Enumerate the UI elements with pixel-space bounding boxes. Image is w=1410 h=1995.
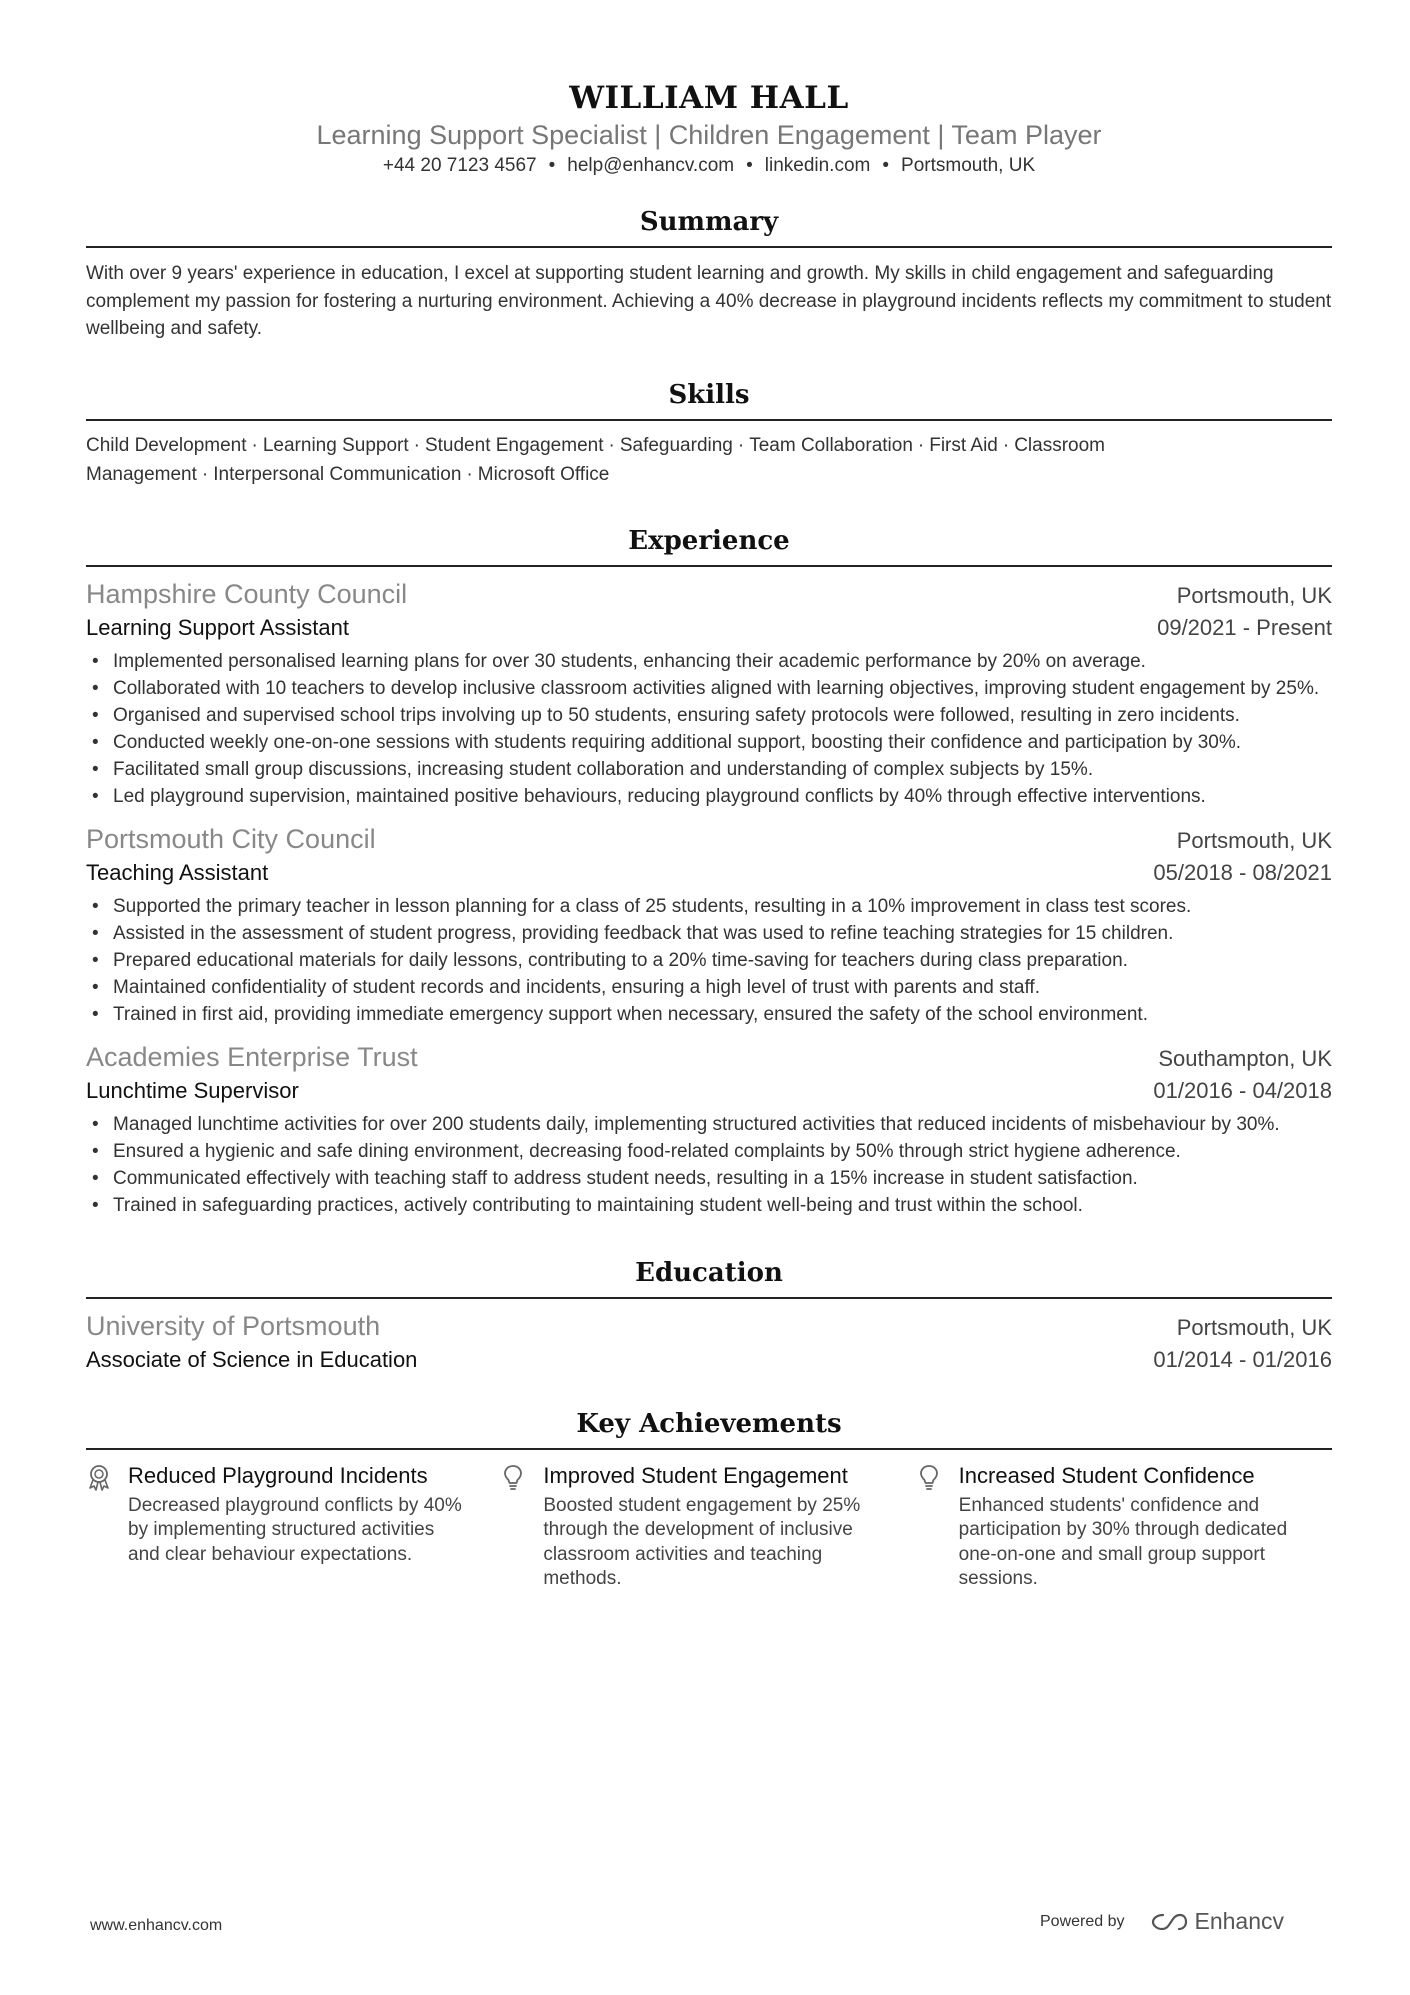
job-entry bbox=[86, 577, 1332, 810]
skill-item: Child Development bbox=[86, 434, 247, 456]
job-entry bbox=[86, 1040, 1332, 1219]
job-bullets bbox=[86, 1111, 1332, 1219]
job-bullet: • Led playground supervision, maintained positive behaviours, reducing playground conflicts by 40% through effective interventions. bbox=[86, 783, 1332, 810]
achievement-item bbox=[501, 1460, 916, 1592]
job-dates: 01/2016 - 04/2018 bbox=[1153, 1077, 1332, 1103]
job-location: Portsmouth, UK bbox=[1176, 582, 1332, 608]
skill-item: First Aid bbox=[929, 434, 998, 456]
job-bullets bbox=[86, 648, 1332, 810]
skill-separator: · bbox=[917, 434, 925, 456]
job-title: Teaching Assistant bbox=[86, 859, 269, 885]
achievement-description: Boosted student engagement by 25% through the development of inclusive classroom activities and teaching methods. bbox=[543, 1494, 861, 1589]
job-bullet: • Assisted in the assessment of student progress, providing feedback that was used to refine teaching strategies for 15 children. bbox=[86, 920, 1332, 947]
job-bullet: • Conducted weekly one-on-one sessions with students requiring additional support, boosting their confidence and participation by 30%. bbox=[86, 729, 1332, 756]
job-bullet: • Organised and supervised school trips involving up to 50 students, ensuring safety protocols were followed, resulting in zero incidents. bbox=[86, 702, 1332, 729]
school-name: University of Portsmouth bbox=[86, 1310, 381, 1341]
job-entry bbox=[86, 822, 1332, 1028]
separator-dot: • bbox=[548, 155, 556, 176]
experience-list bbox=[86, 577, 1332, 1219]
skill-item: Classroom Management bbox=[86, 434, 1105, 485]
education-heading: Education bbox=[635, 1257, 783, 1288]
job-bullet: • Supported the primary teacher in lesson planning for a class of 25 students, resulting in a 10% improvement in class test scores. bbox=[86, 893, 1332, 920]
education-entry bbox=[86, 1309, 1332, 1376]
job-bullets bbox=[86, 893, 1332, 1028]
skills-list bbox=[86, 431, 1332, 489]
skill-separator: · bbox=[1002, 434, 1010, 456]
lightbulb-icon bbox=[501, 1460, 543, 1592]
achievement-item bbox=[917, 1460, 1332, 1592]
job-bullet: • Facilitated small group discussions, increasing student collaboration and understanding of complex subjects by 15%. bbox=[86, 756, 1332, 783]
job-bullet: • Trained in safeguarding practices, actively contributing to maintaining student well-being and trust within the school. bbox=[86, 1192, 1332, 1219]
job-location: Portsmouth, UK bbox=[1176, 827, 1332, 853]
email-link[interactable]: help@enhancv.com bbox=[567, 155, 735, 176]
achievements-grid bbox=[86, 1460, 1332, 1592]
award-icon bbox=[86, 1460, 128, 1592]
summary-text: With over 9 years' experience in education, I excel at supporting student learning and growth. My skills in child engagement and safeguarding complement my passion for fostering a nurturing environment. Achieving a 40% decrease in playground incidents reflects my commitment to student wellbeing and safety. bbox=[86, 263, 1332, 339]
achievement-description: Decreased playground conflicts by 40% by implementing structured activities and clear behaviour expectations. bbox=[128, 1494, 462, 1565]
skill-separator: · bbox=[251, 434, 258, 456]
job-bullet: • Trained in first aid, providing immediate emergency support when necessary, ensured the safety of the school environment. bbox=[86, 1001, 1332, 1028]
powered-by-label: Powered by bbox=[1040, 1912, 1125, 1930]
section-divider bbox=[86, 246, 1332, 248]
job-dates: 05/2018 - 08/2021 bbox=[1153, 859, 1332, 885]
job-title: Lunchtime Supervisor bbox=[86, 1077, 299, 1103]
education-dates: 01/2014 - 01/2016 bbox=[1153, 1346, 1332, 1372]
job-dates: 09/2021 - Present bbox=[1157, 614, 1332, 640]
achievement-title: Reduced Playground Incidents bbox=[128, 1462, 428, 1488]
achievement-item bbox=[86, 1460, 501, 1592]
section-divider bbox=[86, 1297, 1332, 1299]
skill-separator: · bbox=[466, 463, 473, 485]
achievement-title: Improved Student Engagement bbox=[543, 1462, 848, 1488]
experience-heading: Experience bbox=[628, 525, 790, 556]
skill-item: Safeguarding bbox=[619, 434, 733, 456]
location-text: Portsmouth, UK bbox=[901, 155, 1036, 176]
achievements-heading: Key Achievements bbox=[576, 1408, 842, 1439]
footer-branding bbox=[1040, 1908, 1284, 1935]
enhancv-logo-icon bbox=[1149, 1911, 1189, 1933]
linkedin-link[interactable]: linkedin.com bbox=[764, 155, 871, 176]
section-divider bbox=[86, 419, 1332, 421]
company-name: Academies Enterprise Trust bbox=[86, 1041, 418, 1072]
job-title: Learning Support Assistant bbox=[86, 614, 349, 640]
candidate-name: WILLIAM HALL bbox=[569, 80, 849, 116]
lightbulb-icon bbox=[917, 1460, 959, 1592]
skill-separator: · bbox=[737, 434, 745, 456]
job-location: Southampton, UK bbox=[1158, 1045, 1332, 1071]
achievement-title: Increased Student Confidence bbox=[958, 1462, 1255, 1488]
section-divider bbox=[86, 1448, 1332, 1450]
separator-dot: • bbox=[746, 155, 753, 176]
skills-heading: Skills bbox=[668, 379, 750, 410]
resume-page bbox=[86, 78, 1332, 1592]
skill-item: Interpersonal Communication bbox=[213, 463, 462, 485]
section-divider bbox=[86, 565, 1332, 567]
achievement-description: Enhanced students' confidence and participation by 30% through dedicated one-on-one and small group support sessions. bbox=[958, 1494, 1288, 1589]
skill-item: Learning Support bbox=[262, 434, 409, 456]
job-bullet: • Implemented personalised learning plans for over 30 students, enhancing their academic performance by 20% on average. bbox=[86, 648, 1332, 675]
phone-number: +44 20 7123 4567 bbox=[382, 155, 537, 176]
skill-item: Team Collaboration bbox=[749, 434, 913, 456]
skill-separator: · bbox=[413, 434, 420, 456]
skill-item: Student Engagement bbox=[424, 434, 604, 456]
job-bullet: • Communicated effectively with teaching staff to address student needs, resulting in a 15% increase in student satisfaction. bbox=[86, 1165, 1332, 1192]
job-bullet: • Collaborated with 10 teachers to develop inclusive classroom activities aligned with learning objectives, improving student engagement by 25%. bbox=[86, 675, 1332, 702]
summary-heading: Summary bbox=[639, 207, 779, 237]
skill-separator: · bbox=[608, 434, 615, 456]
resume-header bbox=[86, 78, 1332, 180]
job-bullet: • Prepared educational materials for daily lessons, contributing to a 20% time-saving for teachers during class preparation. bbox=[86, 947, 1332, 974]
enhancv-logo[interactable] bbox=[1149, 1908, 1285, 1935]
company-name: Portsmouth City Council bbox=[86, 823, 376, 854]
brand-name: Enhancv bbox=[1194, 1908, 1285, 1934]
job-bullet: • Maintained confidentiality of student records and incidents, ensuring a high level of trust with parents and staff. bbox=[86, 974, 1332, 1001]
job-bullet: • Ensured a hygienic and safe dining environment, decreasing food-related complaints by 50% through strict hygiene adherence. bbox=[86, 1138, 1332, 1165]
company-name: Hampshire County Council bbox=[86, 578, 408, 609]
separator-dot: • bbox=[882, 155, 890, 176]
contact-line bbox=[86, 152, 1332, 180]
candidate-headline: Learning Support Specialist | Children Engagement | Team Player bbox=[316, 120, 1102, 150]
job-bullet: • Managed lunchtime activities for over 200 students daily, implementing structured activities that reduced incidents of misbehaviour by 30%. bbox=[86, 1111, 1332, 1138]
degree-name: Associate of Science in Education bbox=[86, 1346, 418, 1372]
footer-website-link[interactable]: www.enhancv.com bbox=[90, 1917, 223, 1934]
school-location: Portsmouth, UK bbox=[1176, 1314, 1332, 1340]
skill-separator: · bbox=[201, 463, 209, 485]
skill-item: Microsoft Office bbox=[477, 463, 610, 485]
